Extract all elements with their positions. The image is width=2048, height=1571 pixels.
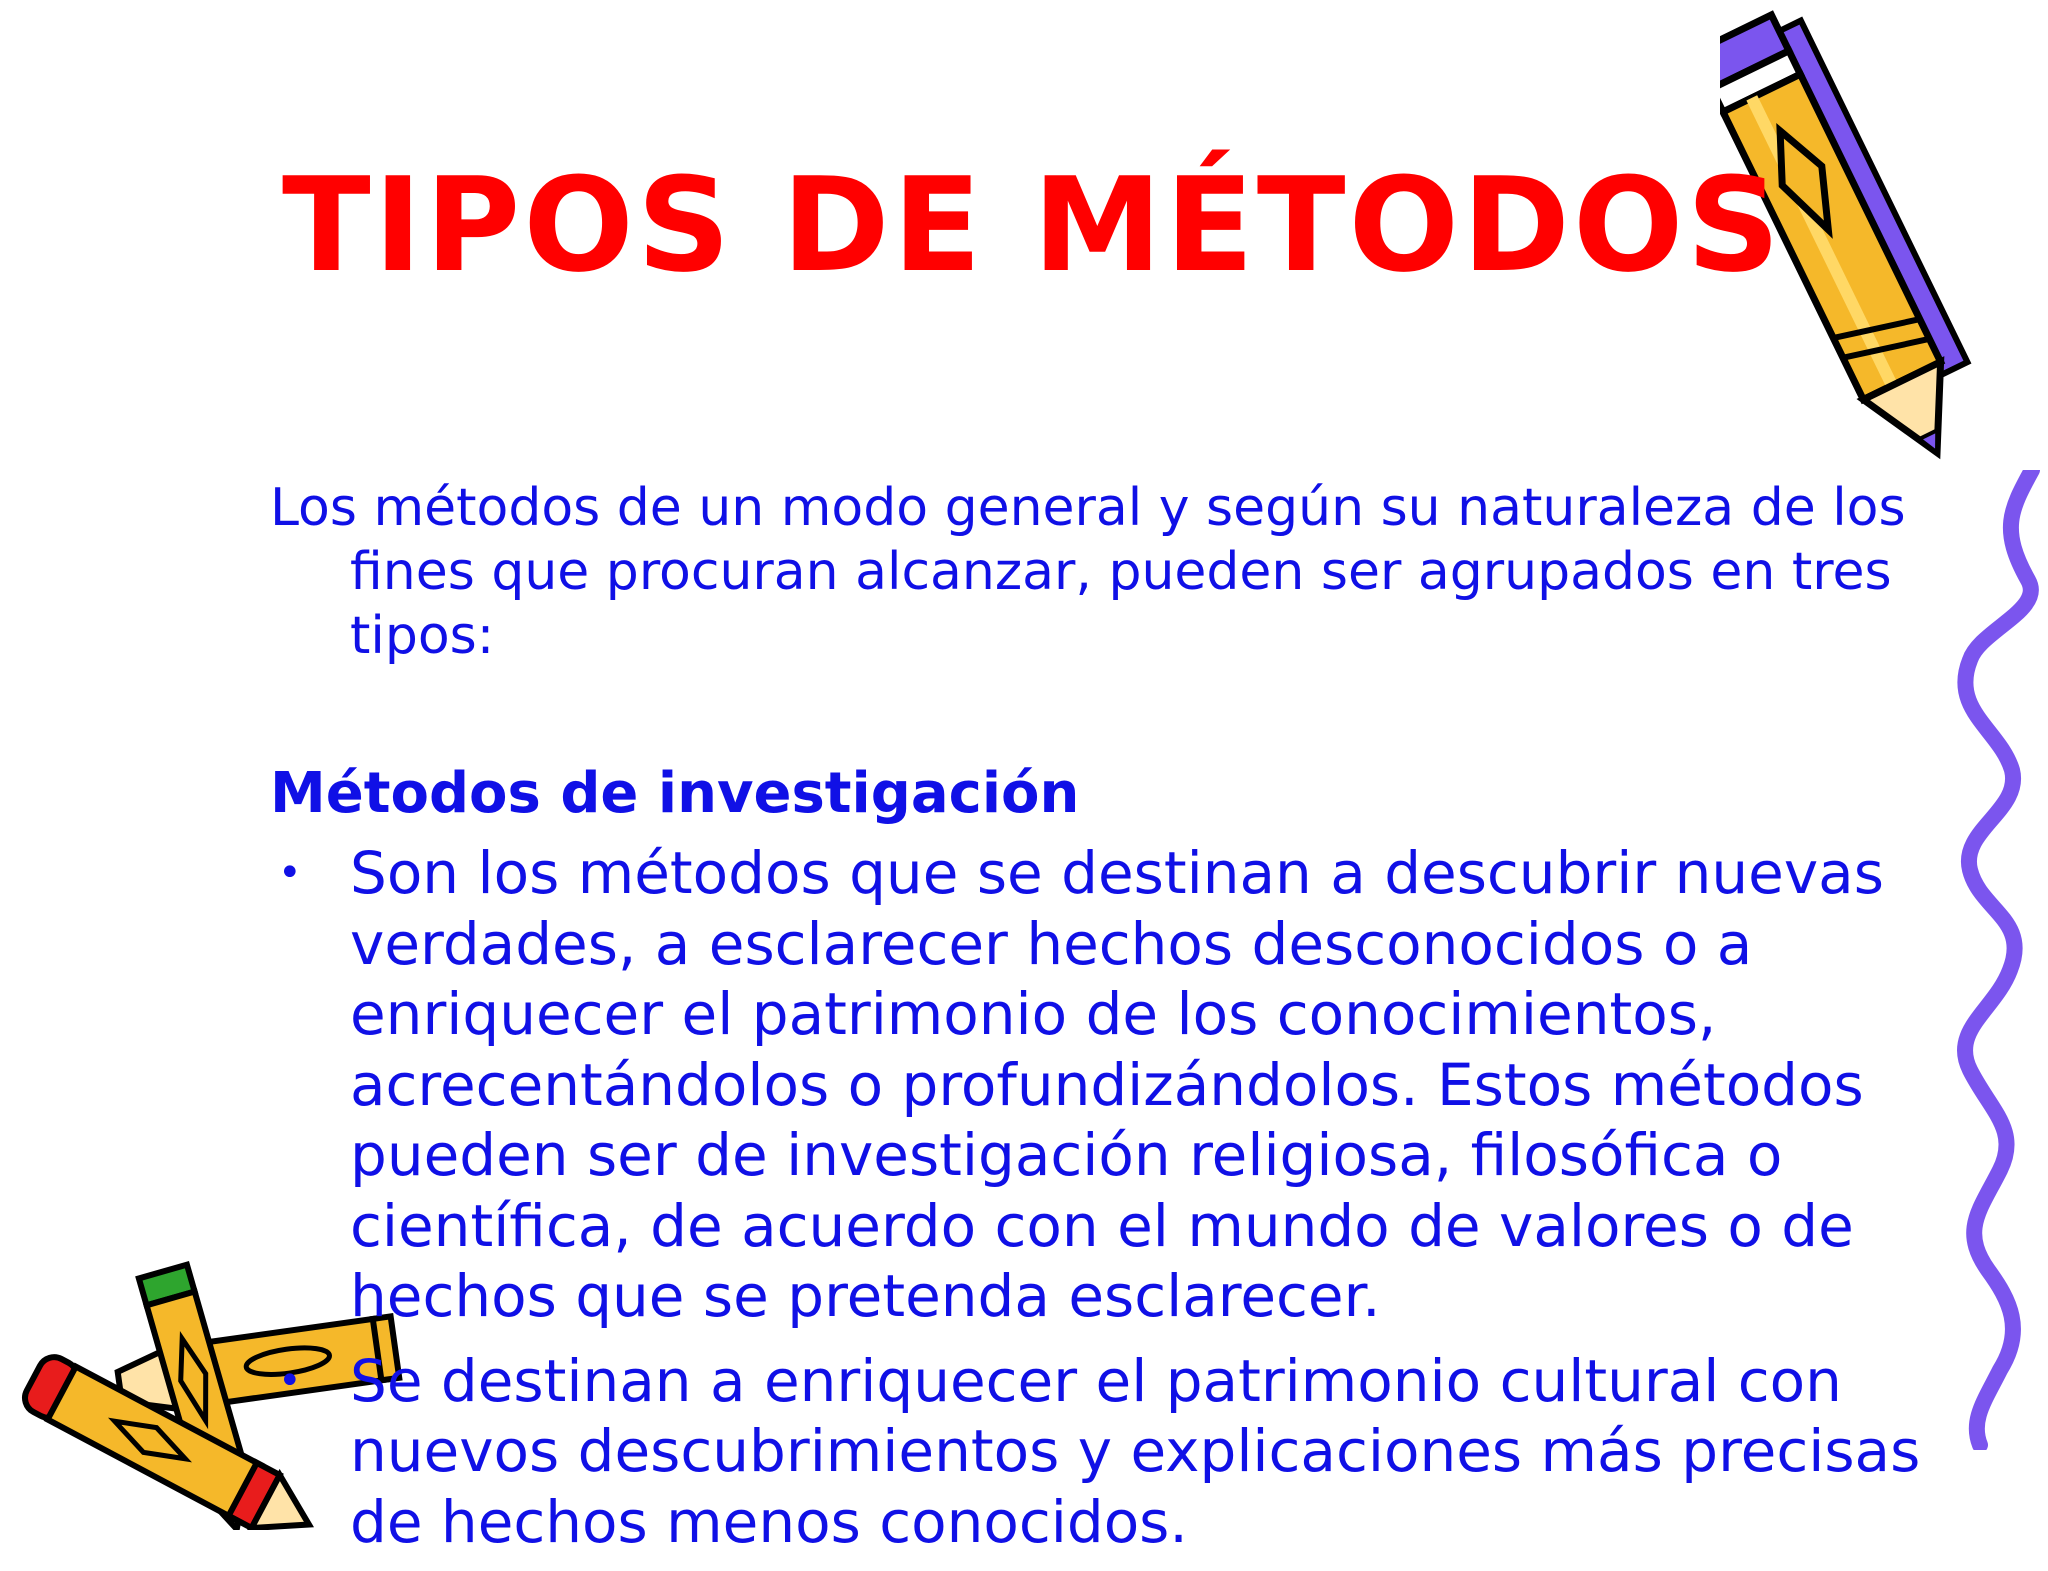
bullet-line: nuevos descubrimientos y explicaciones más precisas xyxy=(350,1417,1921,1485)
bullet-icon: • xyxy=(278,1357,302,1404)
intro-paragraph xyxy=(270,476,1906,668)
bullet-line: enriquecer el patrimonio de los conocimientos, xyxy=(350,980,1717,1048)
bullet-line: acrecentándolos o profundizándolos. Estos métodos xyxy=(350,1050,1864,1119)
squiggle-line-icon xyxy=(1940,470,2048,1450)
bullet-line: Son los métodos que se destinan a descubrir nuevas xyxy=(350,839,1884,907)
intro-line: Los métodos de un modo general y según su naturaleza de los xyxy=(270,478,1906,538)
bullet-line: hechos que se pretenda esclarecer. xyxy=(350,1262,1381,1330)
bullet-item xyxy=(270,838,1910,1332)
bullet-line: científica, de acuerdo con el mundo de valores o de xyxy=(350,1191,1854,1260)
bullet-item xyxy=(270,1346,1921,1558)
bullet-line: verdades, a esclarecer hechos desconocidos o a xyxy=(350,909,1753,978)
bullet-icon: • xyxy=(278,850,302,896)
bullet-line: de hechos menos conocidos. xyxy=(350,1487,1188,1556)
intro-line: fines que procuran alcanzar, pueden ser agrupados en tres xyxy=(350,542,1892,602)
bullet-list xyxy=(270,838,1921,1571)
bullet-line: pueden ser de investigación religiosa, filosófica o xyxy=(350,1121,1783,1189)
bullet-line: Se destinan a enriquecer el patrimonio cultural con xyxy=(350,1346,1842,1415)
section-heading: Métodos de investigación xyxy=(270,761,1080,826)
slide-title: TIPOS DE MÉTODOS xyxy=(282,149,1784,301)
intro-line: tipos: xyxy=(350,606,495,666)
